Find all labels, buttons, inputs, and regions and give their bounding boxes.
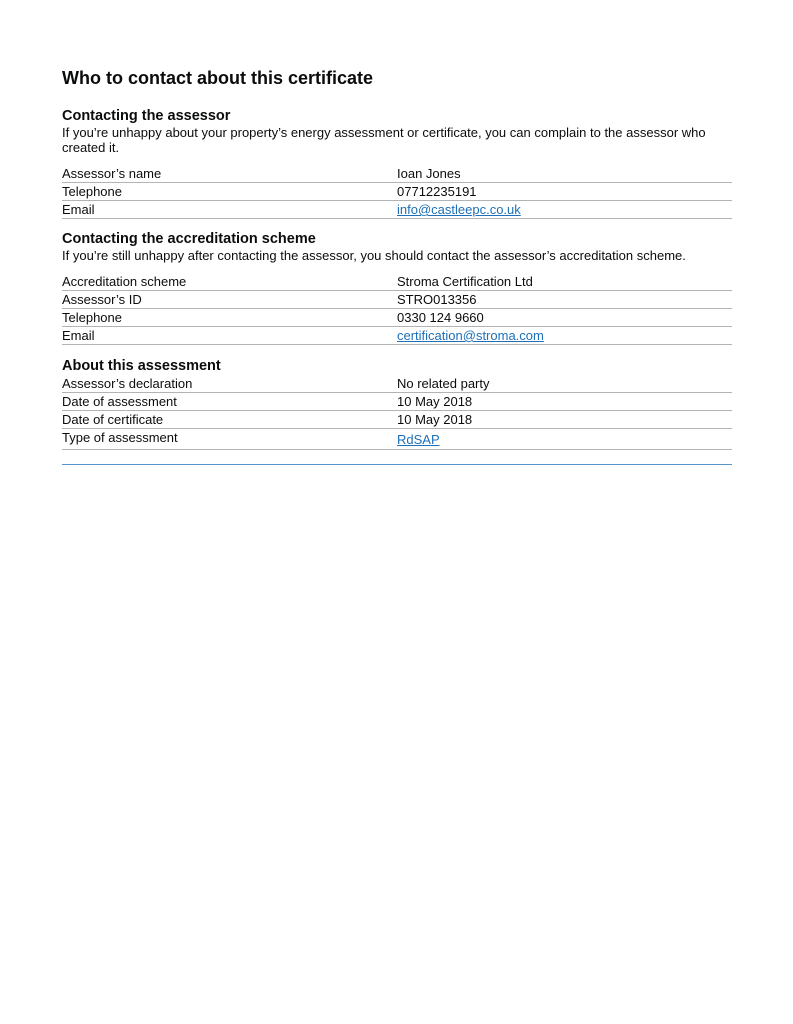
declaration-value: No related party <box>397 375 732 393</box>
assessment-section-heading: About this assessment <box>62 358 221 374</box>
scheme-name-label: Accreditation scheme <box>62 273 397 291</box>
date-of-certificate-label: Date of certificate <box>62 411 397 429</box>
assessor-section-heading: Contacting the assessor <box>62 108 231 124</box>
scheme-email-label: Email <box>62 327 397 345</box>
type-of-assessment-label: Type of assessment <box>62 429 397 450</box>
table-row <box>62 411 732 429</box>
table-row <box>62 309 732 327</box>
assessor-id-label: Assessor’s ID <box>62 291 397 309</box>
table-row <box>62 291 732 309</box>
table-row <box>62 327 732 345</box>
declaration-label: Assessor’s declaration <box>62 375 397 393</box>
date-of-assessment-value: 10 May 2018 <box>397 393 732 411</box>
scheme-section-heading: Contacting the accreditation scheme <box>62 231 316 247</box>
assessor-id-value: STRO013356 <box>397 291 732 309</box>
assessor-telephone-label: Telephone <box>62 183 397 201</box>
scheme-contact-table <box>62 273 732 345</box>
scheme-email-link[interactable]: certification@stroma.com <box>397 328 544 343</box>
scheme-telephone-label: Telephone <box>62 309 397 327</box>
date-of-certificate-value: 10 May 2018 <box>397 411 732 429</box>
table-row <box>62 393 732 411</box>
assessment-details-table <box>62 375 732 450</box>
table-row <box>62 273 732 291</box>
scheme-telephone-value: 0330 124 9660 <box>397 309 732 327</box>
assessor-name-value: Ioan Jones <box>397 165 732 183</box>
date-of-assessment-label: Date of assessment <box>62 393 397 411</box>
table-row <box>62 375 732 393</box>
assessor-name-label: Assessor’s name <box>62 165 397 183</box>
assessor-section-intro: If you’re unhappy about your property’s energy assessment or certificate, you can complain to the assessor who created it. <box>62 125 706 155</box>
scheme-section-intro: If you’re still unhappy after contacting the assessor, you should contact the assessor’s accreditation scheme. <box>62 248 686 263</box>
table-row <box>62 429 732 450</box>
assessor-telephone-value: 07712235191 <box>397 183 732 201</box>
table-row <box>62 183 732 201</box>
assessor-contact-table <box>62 165 732 219</box>
scheme-name-value: Stroma Certification Ltd <box>397 273 732 291</box>
table-row <box>62 201 732 219</box>
certificate-contact-page <box>62 66 732 465</box>
page-title: Who to contact about this certificate <box>62 68 374 88</box>
assessor-email-link[interactable]: info@castleepc.co.uk <box>397 202 521 217</box>
assessor-email-label: Email <box>62 201 397 219</box>
section-divider <box>62 464 732 465</box>
table-row <box>62 165 732 183</box>
type-of-assessment-link[interactable]: RdSAP <box>397 432 440 447</box>
